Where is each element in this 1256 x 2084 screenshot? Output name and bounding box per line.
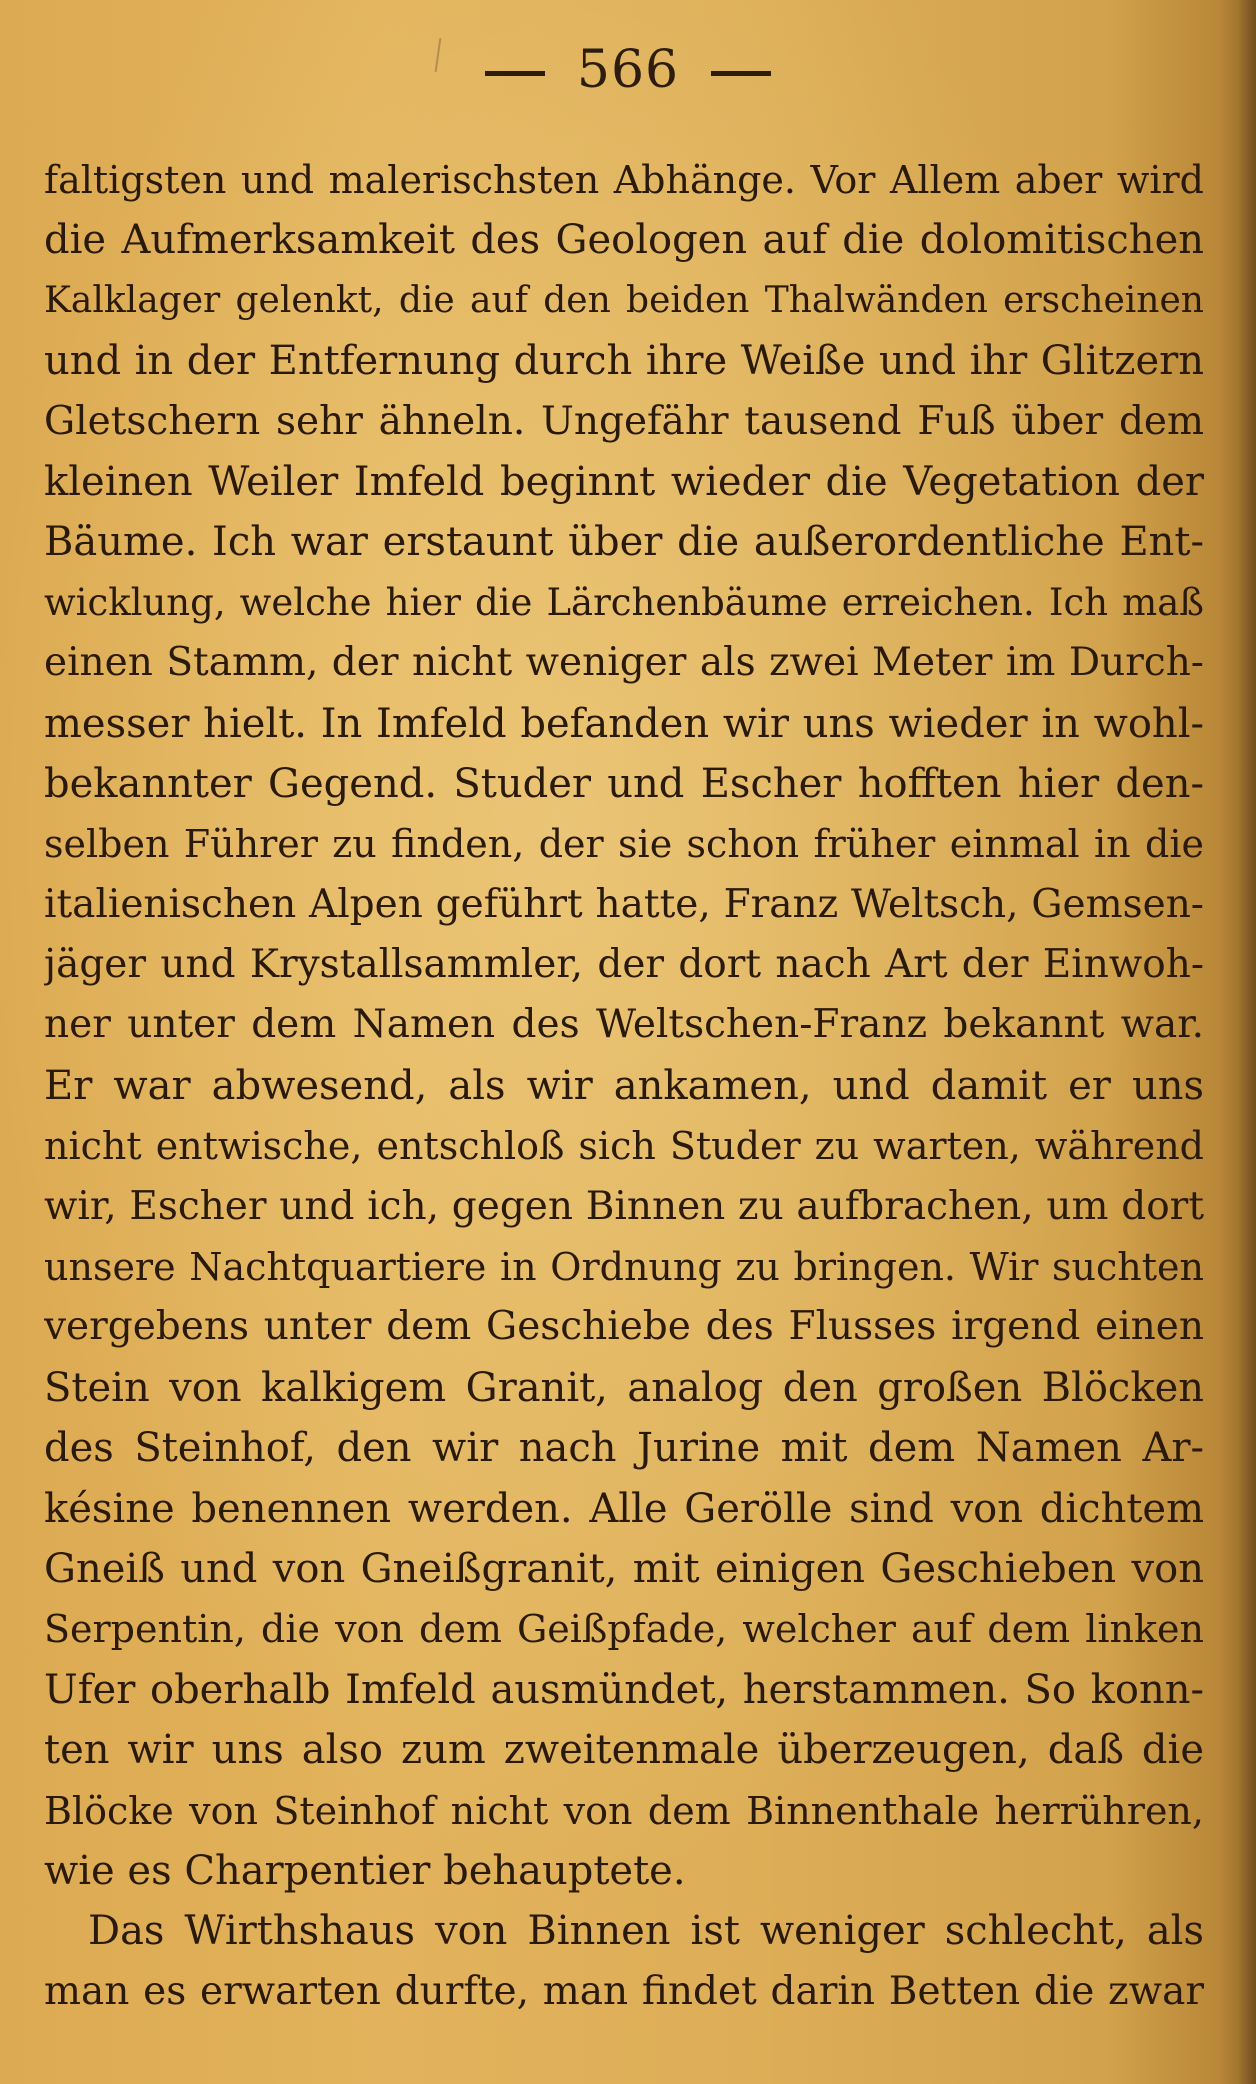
header-dash-left bbox=[485, 71, 545, 76]
text-line: vergebens unter dem Geschiebe des Flusses irgend einen bbox=[44, 1304, 1204, 1350]
paragraph-2 bbox=[44, 1901, 1204, 2022]
text-line: Blöcke von Steinhof nicht von dem Binnenthale herrühren, bbox=[44, 1788, 1204, 1833]
text-line: késine benennen werden. Alle Gerölle sind von dichtem bbox=[44, 1485, 1204, 1532]
text-line: wie es Charpentier behauptete. bbox=[44, 1847, 686, 1894]
text-line: die Aufmerksamkeit des Geologen auf die dolomitischen bbox=[44, 217, 1204, 264]
text-line: Ufer oberhalb Imfeld ausmündet, herstammen. So konn- bbox=[44, 1666, 1204, 1713]
page-number: 566 bbox=[576, 40, 680, 100]
text-line: nicht entwische, entschloß sich Studer zu warten, während bbox=[44, 1124, 1204, 1169]
text-line: messer hielt. In Imfeld befanden wir uns wieder in wohl- bbox=[44, 700, 1204, 747]
text-line: Das Wirthshaus von Binnen ist weniger schlecht, als bbox=[88, 1908, 1204, 1955]
text-line: und in der Entfernung durch ihre Weiße und ihr Glitzern bbox=[44, 338, 1204, 385]
text-line: bekannter Gegend. Studer und Escher hofften hier den- bbox=[44, 760, 1204, 807]
text-line: Serpentin, die von dem Geißpfade, welcher auf dem linken bbox=[44, 1607, 1204, 1652]
text-line: wicklung, welche hier die Lärchenbäume erreichen. Ich maß bbox=[44, 580, 1204, 624]
text-line: Gletschern sehr ähneln. Ungefähr tausend Fuß über dem bbox=[44, 398, 1204, 444]
text-line: Bäume. Ich war erstaunt über die außerordentliche Ent- bbox=[44, 519, 1204, 566]
text-line: wir, Escher und ich, gegen Binnen zu aufbrachen, um dort bbox=[44, 1183, 1204, 1229]
body-text bbox=[44, 150, 1204, 2022]
text-line: kleinen Weiler Imfeld beginnt wieder die Vegetation der bbox=[44, 458, 1204, 505]
page-edge-shadow bbox=[1238, 0, 1256, 2084]
text-line: unsere Nachtquartiere in Ordnung zu bringen. Wir suchten bbox=[44, 1245, 1204, 1290]
text-line: selben Führer zu finden, der sie schon früher einmal in die bbox=[44, 822, 1204, 867]
text-line: italienischen Alpen geführt hatte, Franz Weltsch, Gemsen- bbox=[44, 881, 1204, 927]
text-line: Stein von kalkigem Granit, analog den großen Blöcken bbox=[44, 1364, 1204, 1411]
text-line: man es erwarten durfte, man findet darin Betten die zwar bbox=[44, 1968, 1204, 2014]
header-dash-right bbox=[711, 71, 771, 76]
text-line: Gneiß und von Gneißgranit, mit einigen Geschieben von bbox=[44, 1545, 1204, 1592]
page-number-header bbox=[0, 40, 1256, 100]
text-line: Kalklager gelenkt, die auf den beiden Thalwänden erscheinen bbox=[44, 279, 1204, 321]
text-line: ner unter dem Namen des Weltschen-Franz bekannt war. bbox=[44, 1002, 1204, 1048]
text-line: einen Stamm, der nicht weniger als zwei Meter im Durch- bbox=[44, 640, 1204, 686]
text-line: des Steinhof, den wir nach Jurine mit dem Namen Ar- bbox=[44, 1425, 1204, 1472]
text-line: ten wir uns also zum zweitenmale überzeugen, daß die bbox=[44, 1727, 1204, 1774]
paragraph-1 bbox=[44, 150, 1204, 1901]
text-line: jäger und Krystallsammler, der dort nach Art der Einwoh- bbox=[44, 942, 1204, 988]
text-line: Er war abwesend, als wir ankamen, und damit er uns bbox=[44, 1062, 1204, 1109]
text-line: faltigsten und malerischsten Abhänge. Vor Allem aber wird bbox=[44, 158, 1204, 202]
